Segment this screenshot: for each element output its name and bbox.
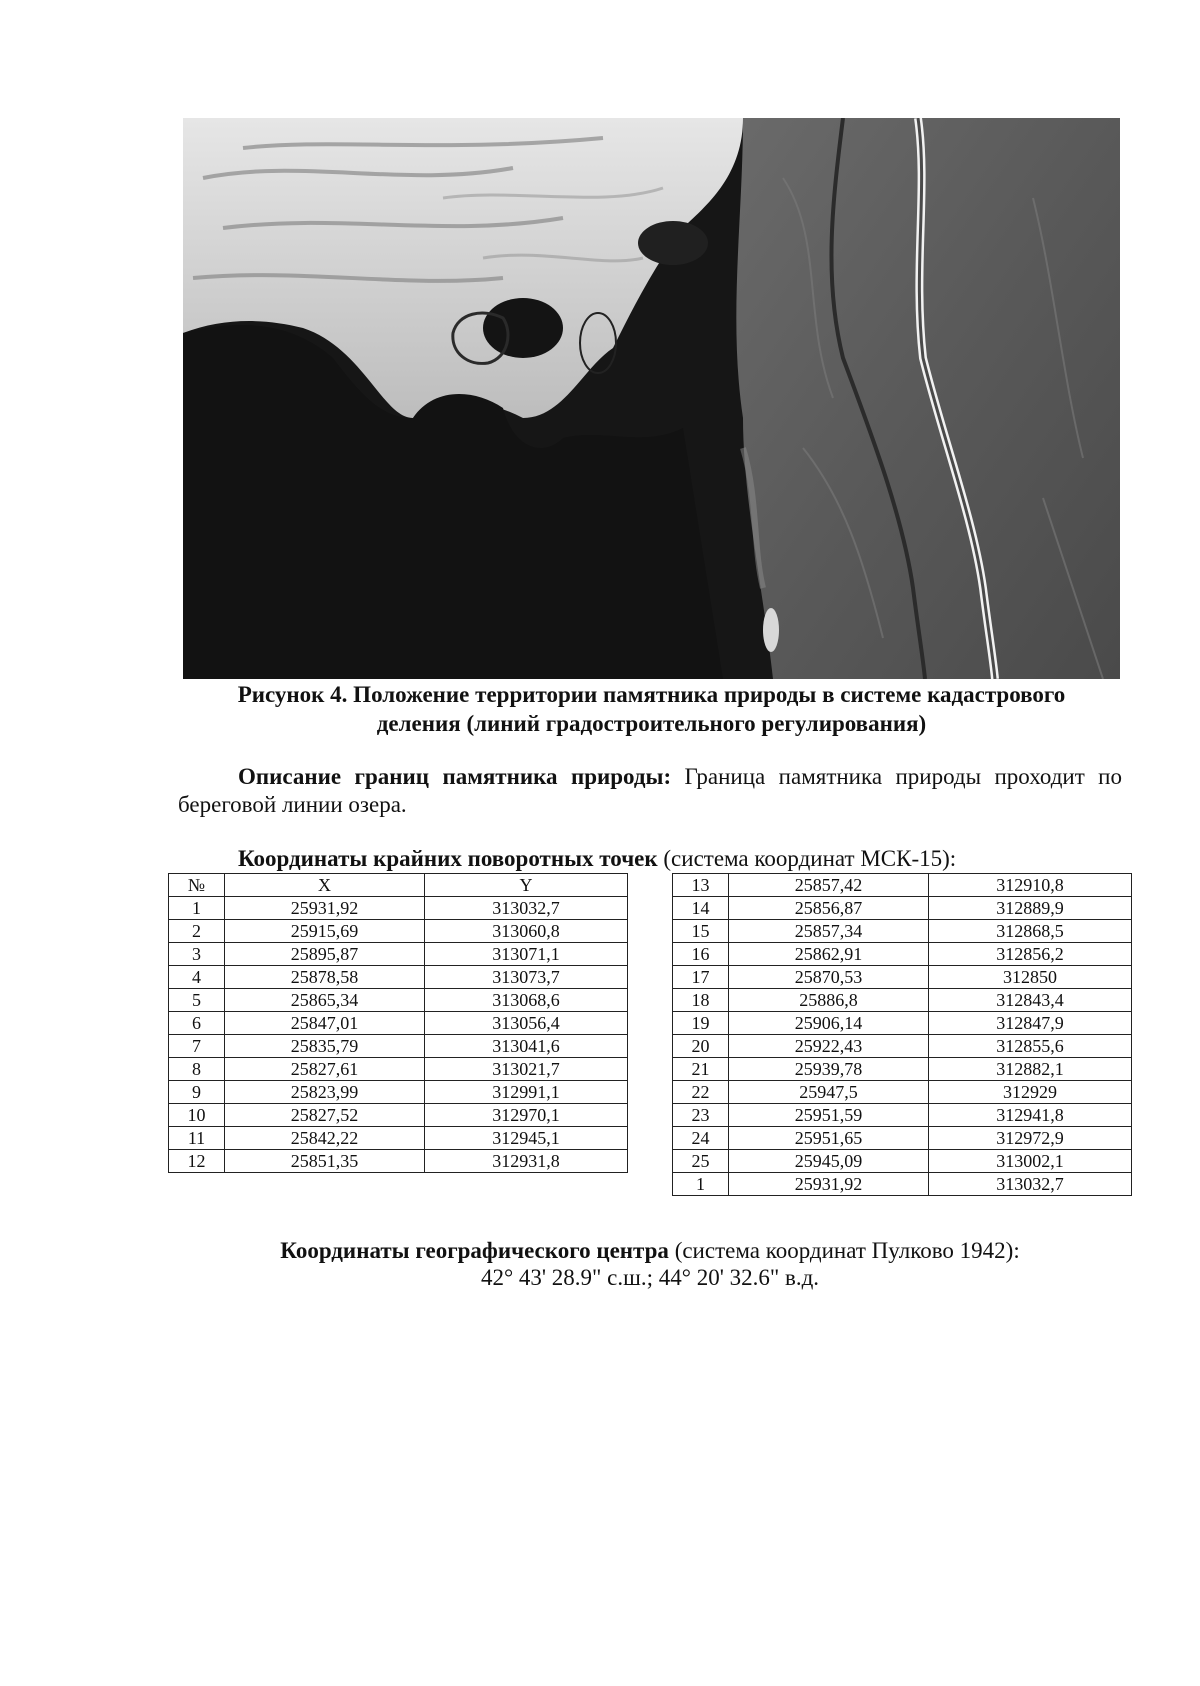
x-value-cell: 25939,78 [729, 1058, 929, 1081]
point-number-cell: 6 [169, 1012, 225, 1035]
y-value-cell: 312856,2 [929, 943, 1132, 966]
x-value-cell: 25886,8 [729, 989, 929, 1012]
table-row [169, 1104, 628, 1127]
y-value-cell: 313032,7 [425, 897, 628, 920]
table-row [673, 1173, 1132, 1196]
geo-center-coords: 42° 43' 28.9" с.ш.; 44° 20' 32.6" в.д. [480, 1265, 820, 1290]
point-number-cell: 23 [673, 1104, 729, 1127]
geo-center-bold: Координаты географического центра [280, 1238, 669, 1263]
coordinates-heading-normal: (система координат МСК-15): [657, 846, 957, 871]
x-value-cell: 25847,01 [225, 1012, 425, 1035]
boundary-description [178, 763, 1122, 819]
table-row [673, 989, 1132, 1012]
x-value-cell: 25865,34 [225, 989, 425, 1012]
point-number-cell: 22 [673, 1081, 729, 1104]
x-value-cell: 25951,59 [729, 1104, 929, 1127]
point-number-cell: 25 [673, 1150, 729, 1173]
x-value-cell: 25862,91 [729, 943, 929, 966]
x-value-cell: 25945,09 [729, 1150, 929, 1173]
table-row [169, 1058, 628, 1081]
point-number-cell: 17 [673, 966, 729, 989]
point-number-cell: 1 [673, 1173, 729, 1196]
point-number-cell: 20 [673, 1035, 729, 1058]
table-row [673, 897, 1132, 920]
x-value-cell: 25827,61 [225, 1058, 425, 1081]
coordinates-heading-bold: Координаты крайних поворотных точек [238, 846, 658, 871]
table-row [673, 1150, 1132, 1173]
x-value-cell: 25947,5 [729, 1081, 929, 1104]
x-value-cell: 25857,34 [729, 920, 929, 943]
geo-center-heading [178, 1237, 1122, 1264]
y-value-cell: 313056,4 [425, 1012, 628, 1035]
y-value-cell: 312910,8 [929, 874, 1132, 897]
x-value-cell: 25870,53 [729, 966, 929, 989]
y-value-cell: 313073,7 [425, 966, 628, 989]
point-number-cell: 12 [169, 1150, 225, 1173]
figure-caption [183, 680, 1120, 738]
point-number-cell: 11 [169, 1127, 225, 1150]
x-value-cell: 25931,92 [225, 897, 425, 920]
point-number-cell: 10 [169, 1104, 225, 1127]
satellite-image [183, 118, 1120, 679]
table-row [169, 1127, 628, 1150]
description-text: Граница памятника природы проходит по береговой линии озера. [178, 764, 1122, 817]
point-number-cell: 7 [169, 1035, 225, 1058]
y-value-cell: 312931,8 [425, 1150, 628, 1173]
table-row [673, 1058, 1132, 1081]
x-value-cell: 25915,69 [225, 920, 425, 943]
y-value-cell: 312945,1 [425, 1127, 628, 1150]
x-value-cell: 25823,99 [225, 1081, 425, 1104]
coordinates-heading [238, 845, 956, 873]
y-value-cell: 312868,5 [929, 920, 1132, 943]
table-header-row [169, 874, 628, 897]
y-value-cell: 312882,1 [929, 1058, 1132, 1081]
header-y: Y [425, 874, 628, 897]
table-row [673, 1104, 1132, 1127]
x-value-cell: 25878,58 [225, 966, 425, 989]
y-value-cell: 313041,6 [425, 1035, 628, 1058]
point-number-cell: 4 [169, 966, 225, 989]
y-value-cell: 313002,1 [929, 1150, 1132, 1173]
point-number-cell: 16 [673, 943, 729, 966]
table-row [673, 1081, 1132, 1104]
table-row [169, 920, 628, 943]
x-value-cell: 25951,65 [729, 1127, 929, 1150]
point-number-cell: 8 [169, 1058, 225, 1081]
table-row [169, 1012, 628, 1035]
y-value-cell: 312929 [929, 1081, 1132, 1104]
point-number-cell: 3 [169, 943, 225, 966]
geographic-center [178, 1237, 1122, 1291]
x-value-cell: 25906,14 [729, 1012, 929, 1035]
x-value-cell: 25827,52 [225, 1104, 425, 1127]
x-value-cell: 25857,42 [729, 874, 929, 897]
x-value-cell: 25856,87 [729, 897, 929, 920]
point-number-cell: 24 [673, 1127, 729, 1150]
geo-center-normal: (система координат Пулково 1942): [668, 1238, 1020, 1263]
table-row [169, 897, 628, 920]
table-row [169, 943, 628, 966]
y-value-cell: 313071,1 [425, 943, 628, 966]
y-value-cell: 313068,6 [425, 989, 628, 1012]
x-value-cell: 25922,43 [729, 1035, 929, 1058]
point-number-cell: 9 [169, 1081, 225, 1104]
y-value-cell: 312970,1 [425, 1104, 628, 1127]
point-number-cell: 1 [169, 897, 225, 920]
y-value-cell: 312941,8 [929, 1104, 1132, 1127]
y-value-cell: 313060,8 [425, 920, 628, 943]
header-x: X [225, 874, 425, 897]
table-row [169, 1150, 628, 1173]
y-value-cell: 312889,9 [929, 897, 1132, 920]
table-row [673, 1035, 1132, 1058]
y-value-cell: 312972,9 [929, 1127, 1132, 1150]
coordinates-table-left [168, 873, 628, 1173]
y-value-cell: 312843,4 [929, 989, 1132, 1012]
y-value-cell: 312991,1 [425, 1081, 628, 1104]
table-row [169, 1035, 628, 1058]
point-number-cell: 18 [673, 989, 729, 1012]
description-label: Описание границ памятника природы: [238, 764, 672, 789]
y-value-cell: 312847,9 [929, 1012, 1132, 1035]
table-row [169, 989, 628, 1012]
x-value-cell: 25842,22 [225, 1127, 425, 1150]
point-number-cell: 19 [673, 1012, 729, 1035]
table-row [169, 1081, 628, 1104]
point-number-cell: 15 [673, 920, 729, 943]
satellite-map-graphic [183, 118, 1120, 679]
y-value-cell: 312850 [929, 966, 1132, 989]
caption-line-1: Рисунок 4. Положение территории памятника природы в системе кадастрового [237, 682, 1066, 707]
coordinates-table-right [672, 873, 1132, 1196]
y-value-cell: 313032,7 [929, 1173, 1132, 1196]
table-row [673, 1127, 1132, 1150]
point-number-cell: 14 [673, 897, 729, 920]
x-value-cell: 25835,79 [225, 1035, 425, 1058]
table-row [673, 966, 1132, 989]
point-number-cell: 21 [673, 1058, 729, 1081]
header-num: № [169, 874, 225, 897]
point-number-cell: 2 [169, 920, 225, 943]
table-row [673, 874, 1132, 897]
y-value-cell: 313021,7 [425, 1058, 628, 1081]
table-row [673, 943, 1132, 966]
x-value-cell: 25851,35 [225, 1150, 425, 1173]
point-number-cell: 13 [673, 874, 729, 897]
table-row [673, 1012, 1132, 1035]
point-number-cell: 5 [169, 989, 225, 1012]
x-value-cell: 25895,87 [225, 943, 425, 966]
table-row [673, 920, 1132, 943]
table-row [169, 966, 628, 989]
x-value-cell: 25931,92 [729, 1173, 929, 1196]
y-value-cell: 312855,6 [929, 1035, 1132, 1058]
caption-line-2: деления (линий градостроительного регулирования) [376, 711, 927, 736]
